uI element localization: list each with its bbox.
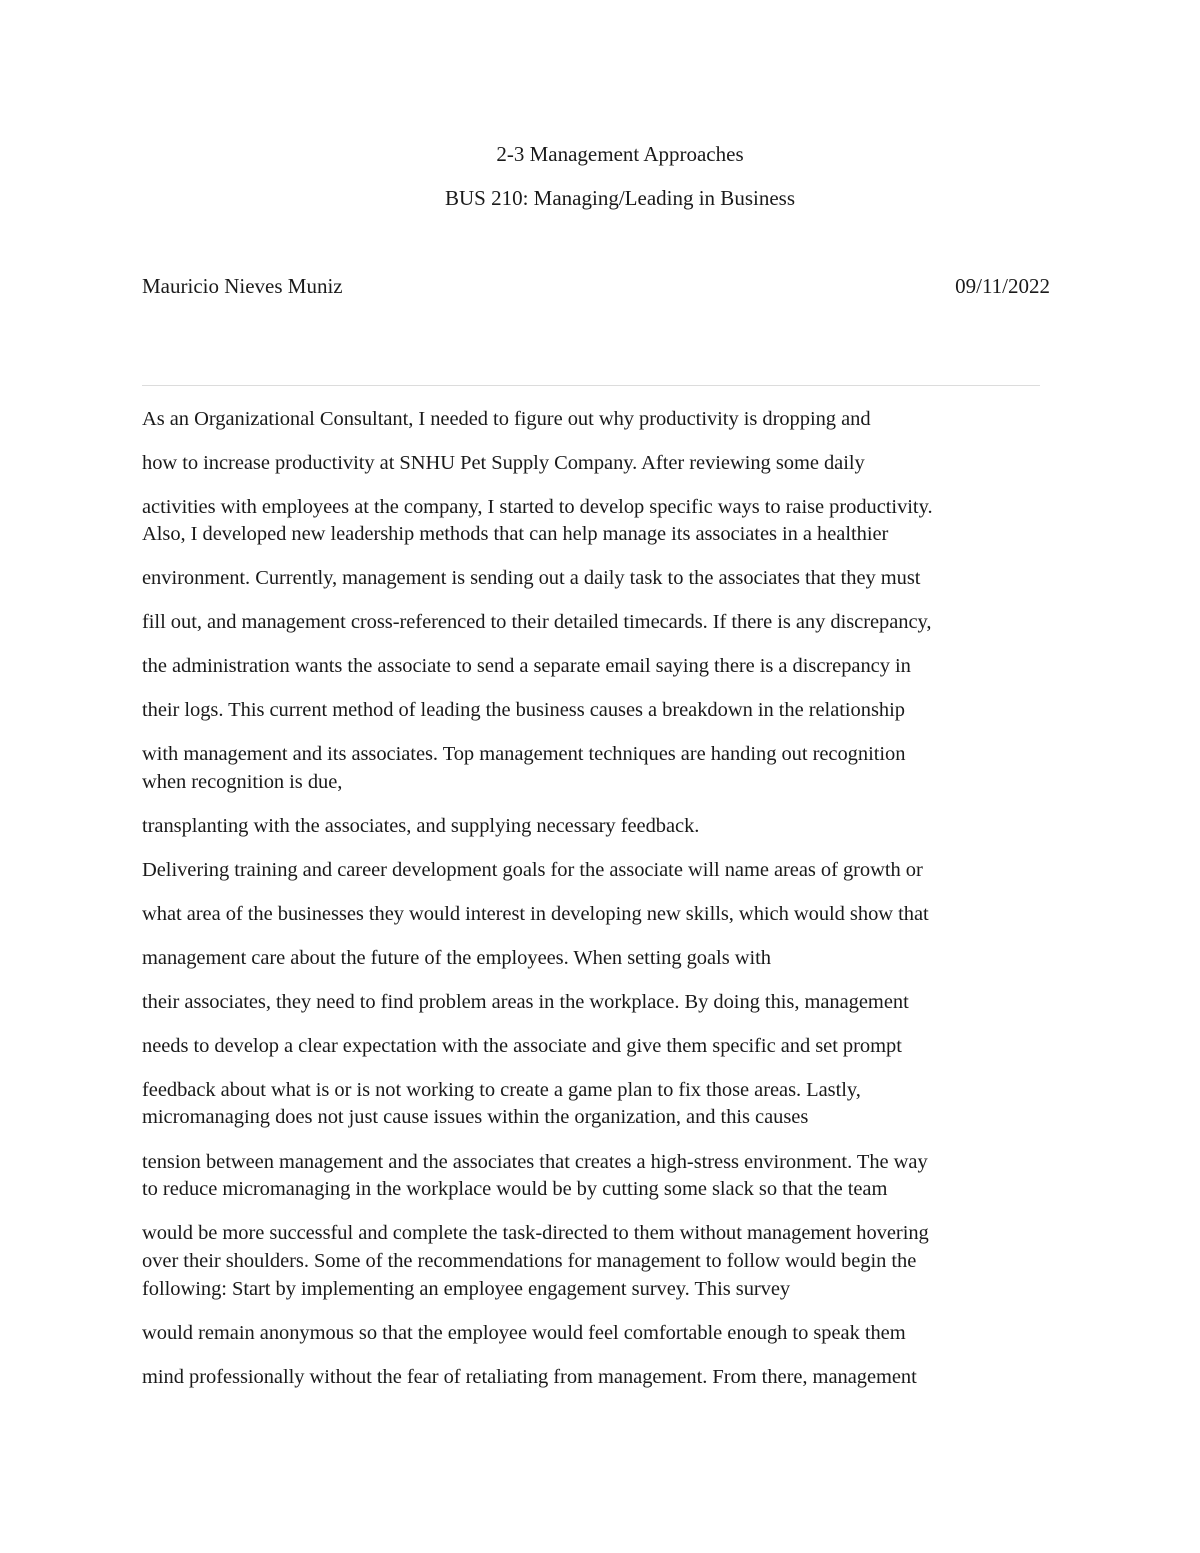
body-line: feedback about what is or is not working to create a game plan to fix those areas. Lastly, — [142, 1079, 861, 1101]
body-line: how to increase productivity at SNHU Pet Supply Company. After reviewing some daily — [142, 452, 865, 474]
body-line: micromanaging does not just cause issues within the organization, and this causes — [142, 1106, 809, 1128]
body-line: tension between management and the associates that creates a high-stress environment. The way — [142, 1151, 928, 1173]
body-line: their logs. This current method of leading the business causes a breakdown in the relationship — [142, 699, 905, 721]
body-line: following: Start by implementing an employee engagement survey. This survey — [142, 1278, 791, 1300]
body-line: what area of the businesses they would interest in developing new skills, which would show that — [142, 903, 929, 925]
body-line: management care about the future of the employees. When setting goals with — [142, 947, 771, 969]
body-line: fill out, and management cross-referenced to their detailed timecards. If there is any discrepancy, — [142, 611, 932, 633]
body-line: mind professionally without the fear of retaliating from management. From there, management — [142, 1366, 917, 1388]
body-line: transplanting with the associates, and supplying necessary feedback. — [142, 815, 700, 837]
body-line: the administration wants the associate to send a separate email saying there is a discrepancy in — [142, 655, 911, 677]
body-line: to reduce micromanaging in the workplace would be by cutting some slack so that the team — [142, 1178, 888, 1200]
body-line: their associates, they need to find problem areas in the workplace. By doing this, management — [142, 991, 909, 1013]
body-line: environment. Currently, management is sending out a daily task to the associates that they must — [142, 567, 921, 589]
document-title: 2-3 Management Approaches — [496, 142, 744, 166]
body-line: needs to develop a clear expectation with the associate and give them specific and set prompt — [142, 1035, 902, 1057]
header-divider — [142, 385, 1040, 386]
author-name: Mauricio Nieves Muniz — [142, 274, 343, 298]
course-name: BUS 210: Managing/Leading in Business — [445, 186, 795, 210]
body-line: with management and its associates. Top management techniques are handing out recognition — [142, 743, 906, 765]
body-line: would remain anonymous so that the employee would feel comfortable enough to speak them — [142, 1322, 906, 1344]
body-line: would be more successful and complete the task-directed to them without management hovering — [142, 1222, 929, 1244]
document-date: 09/11/2022 — [955, 274, 1050, 298]
body-line: over their shoulders. Some of the recommendations for management to follow would begin the — [142, 1250, 917, 1272]
body-line: when recognition is due, — [142, 771, 343, 793]
body-line: As an Organizational Consultant, I needed to figure out why productivity is dropping and — [142, 408, 871, 430]
body-line: Delivering training and career development goals for the associate will name areas of growth or — [142, 859, 923, 881]
body-line: activities with employees at the company, I started to develop specific ways to raise productivity. — [142, 496, 933, 518]
body-line: Also, I developed new leadership methods that can help manage its associates in a healthier — [142, 523, 889, 545]
